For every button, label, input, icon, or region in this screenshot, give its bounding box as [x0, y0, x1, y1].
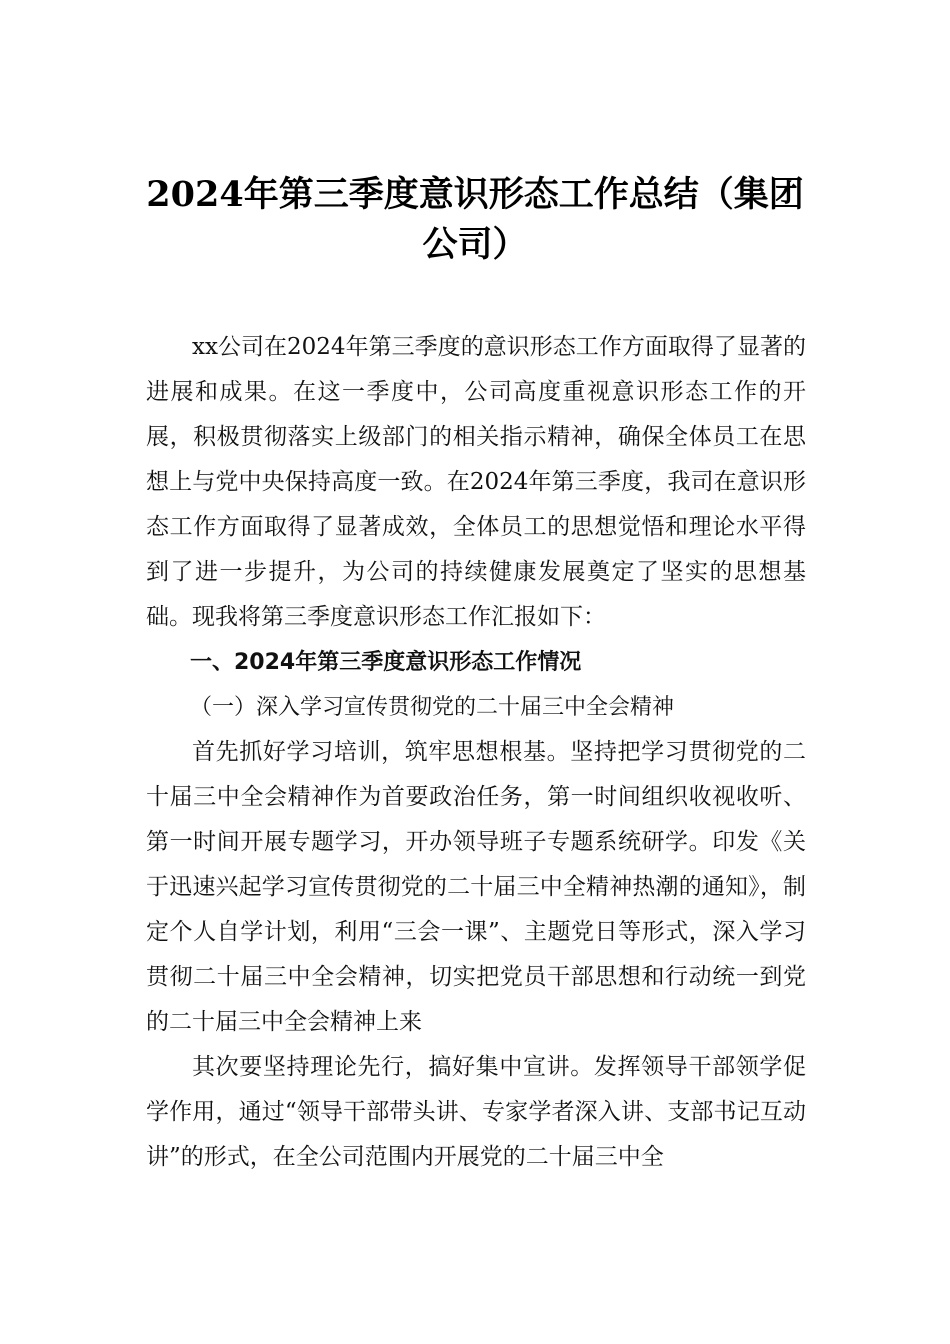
subsection-heading-1: （一）深入学习宣传贯彻党的二十届三中全会精神 [190, 695, 675, 720]
body-paragraph-2: 其次要坚持理论先行，搞好集中宣讲。发挥领导干部领学促学作用，通过“领导干部带头讲、专家学者深入讲、支部书记互动讲”的形式，在全公司范围内开展党的二十届三中全 [146, 1054, 806, 1170]
intro-paragraph: xx公司在2024年第三季度的意识形态工作方面取得了显著的进展和成果。在这一季度中，公司高度重视意识形态工作的开展，积极贯彻落实上级部门的相关指示精神，确保全体员工在思想上与党中央保持高度一致。在2024年第三季度，我司在意识形态工作方面取得了显著成效，全体员工的思想觉悟和理论水平得到了进一步提升，为公司的持续健康发展奠定了坚实的思想基础。现我将第三季度意识形态工作汇报如下： [146, 334, 806, 630]
body-paragraph-1: 首先抓好学习培训，筑牢思想根基。坚持把学习贯彻党的二十届三中全会精神作为首要政治任务，第一时间组织收视收听、第一时间开展专题学习，开办领导班子专题系统研学。印发《关于迅速兴起学习宣传贯彻党的二十届三中全精神热潮的通知》，制定个人自学计划，利用“三会一课”、主题党日等形式，深入学习贯彻二十届三中全会精神，切实把党员干部思想和行动统一到党的二十届三中全会精神上来 [146, 739, 806, 1035]
section-heading-1: 一、2024年第三季度意识形态工作情况 [190, 650, 582, 675]
document-body [146, 325, 806, 1180]
document-title: 2024年第三季度意识形态工作总结（集团公司） [146, 174, 804, 265]
